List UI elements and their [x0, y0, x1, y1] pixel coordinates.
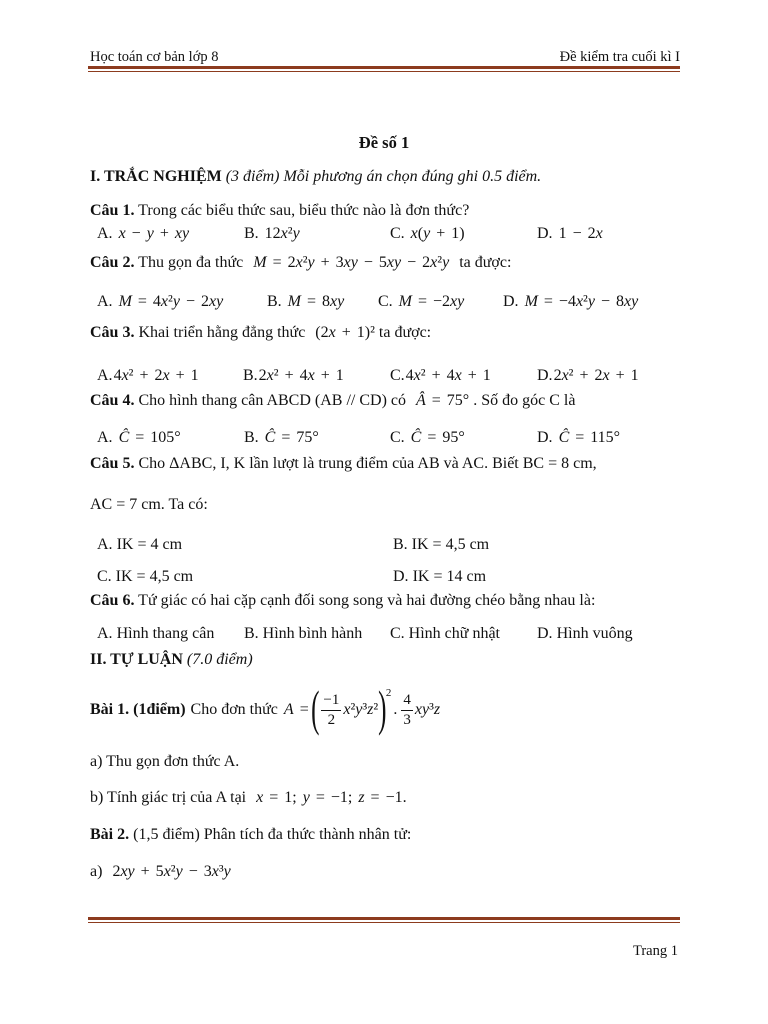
option-key: C.	[97, 568, 112, 585]
option-key: A.	[97, 367, 113, 384]
option-math: M = 8xy	[287, 293, 345, 310]
question-4-option-c	[390, 427, 465, 449]
part-a-math: 2xy + 5x²y − 3x³y	[112, 863, 231, 880]
part-b-text: Tính giác trị của A tại	[107, 789, 247, 806]
option-key: A.	[97, 625, 113, 642]
page-number: Trang 1	[633, 943, 678, 959]
question-1-option-c	[390, 223, 465, 245]
option-text: Hình thang cân	[116, 625, 215, 642]
fraction-2-denominator: 3	[403, 711, 411, 728]
option-text: IK = 4,5 cm	[115, 568, 194, 585]
question-1-option-d	[537, 223, 603, 245]
formula-tail-monomial: xy³z	[414, 701, 441, 718]
question-3-option-b	[243, 365, 344, 387]
part-b-math: x = 1; y = −1; z = −1.	[256, 789, 407, 806]
formula-dot: .	[393, 701, 398, 718]
option-math: Ĉ = 115°	[558, 429, 621, 446]
question-3-option-c	[390, 365, 491, 387]
question-2-math: M = 2x²y + 3xy − 5xy − 2x²y	[253, 254, 450, 271]
question-2-option-a	[97, 291, 223, 313]
formula-lhs: A =	[283, 701, 309, 718]
option-math: 12x²y	[264, 225, 300, 242]
option-key: C.	[390, 429, 405, 446]
exercise-2-text: Phân tích đa thức thành nhân tử:	[203, 826, 412, 843]
question-6	[90, 590, 595, 612]
question-1-options	[0, 223, 768, 245]
question-4-options	[0, 427, 768, 449]
part1-note: (3 điểm) Mỗi phương án chọn đúng ghi 0.5 điểm.	[225, 168, 542, 185]
question-6-text: Tứ giác có hai cặp cạnh đối song song và hai đường chéo bằng nhau là:	[138, 592, 596, 609]
question-5-options-row1	[0, 534, 768, 556]
option-key: C.	[378, 293, 393, 310]
question-4-math: Â = 75°	[416, 392, 470, 409]
option-key: B.	[244, 225, 259, 242]
exercise-1-formula	[283, 680, 441, 736]
question-2-text: Thu gọn đa thức	[138, 254, 244, 271]
question-4-text: Cho hình thang cân ABCD (AB // CD) có	[138, 392, 406, 409]
question-5-option-d	[393, 566, 486, 588]
question-2-label: Câu 2.	[90, 254, 135, 271]
question-6-options	[0, 623, 768, 645]
option-key: C.	[390, 367, 405, 384]
question-5-label: Câu 5.	[90, 455, 135, 472]
option-math: M = −4x²y − 8xy	[524, 293, 639, 310]
question-4-text-after: . Số đo góc C là	[473, 392, 576, 409]
question-5-text-line1: Cho ΔABC, I, K lần lượt là trung điểm của AB và AC. Biết BC = 8 cm,	[138, 455, 597, 472]
option-key: D.	[393, 568, 409, 585]
question-6-option-c	[390, 623, 500, 645]
question-4-label: Câu 4.	[90, 392, 135, 409]
option-text: IK = 4,5 cm	[411, 536, 490, 553]
option-math: Ĉ = 105°	[118, 429, 181, 446]
exam-title: Đề số 1	[358, 133, 410, 152]
question-2-option-b	[267, 291, 344, 313]
exercise-1-label: Bài 1. (1điểm)	[90, 701, 186, 718]
option-math: 4x² + 4x + 1	[405, 367, 491, 384]
question-4-option-d	[537, 427, 620, 449]
option-key: C.	[390, 225, 405, 242]
option-math: 2x² + 4x + 1	[258, 367, 344, 384]
question-6-option-b	[244, 623, 362, 645]
option-math: M = −2xy	[398, 293, 465, 310]
part1-heading: I. TRẮC NGHIỆM	[90, 168, 222, 185]
exercise-1-part-a	[90, 751, 239, 773]
exercise-2-part-a	[90, 861, 231, 883]
question-3-options	[0, 365, 768, 387]
option-key: D.	[537, 367, 553, 384]
question-4-option-b	[244, 427, 319, 449]
question-6-option-d	[537, 623, 633, 645]
option-key: B.	[244, 625, 259, 642]
question-5-option-b	[393, 534, 489, 556]
option-key: D.	[537, 625, 553, 642]
question-3-option-a	[97, 365, 199, 387]
exercise-2-points: (1,5 điểm)	[133, 826, 200, 843]
option-text: Hình vuông	[556, 625, 633, 642]
part2-heading: II. TỰ LUẬN	[90, 651, 183, 668]
option-math: x(y + 1)	[410, 225, 465, 242]
footer-rule-thick	[88, 917, 680, 920]
option-key: D.	[537, 429, 553, 446]
question-3-text-after: ta được:	[378, 324, 432, 341]
formula-power: 2	[385, 687, 392, 699]
part1-heading-line	[90, 166, 541, 188]
option-math: 1 − 2x	[558, 225, 603, 242]
question-3	[90, 322, 431, 344]
part-a-key: a)	[90, 753, 103, 770]
fraction-1-denominator: 2	[327, 711, 336, 728]
part-a-key: a)	[90, 863, 103, 880]
question-5-option-c	[97, 566, 193, 588]
part2-note: (7.0 điểm)	[186, 651, 253, 668]
question-3-math: (2x + 1)²	[315, 324, 375, 341]
option-key: B.	[244, 429, 259, 446]
option-math: Ĉ = 95°	[410, 429, 465, 446]
question-1	[90, 200, 469, 222]
formula-inner-monomial: x²y³z²	[343, 701, 379, 718]
option-key: A.	[97, 429, 113, 446]
footer-rule-thin	[88, 922, 680, 923]
question-3-label: Câu 3.	[90, 324, 135, 341]
option-math: M = 4x²y − 2xy	[118, 293, 224, 310]
option-math: Ĉ = 75°	[264, 429, 319, 446]
header-rule-thin	[88, 71, 680, 72]
option-key: B.	[267, 293, 282, 310]
question-2	[90, 252, 511, 274]
header-left-text: Học toán cơ bản lớp 8	[90, 49, 219, 65]
question-2-options	[0, 291, 768, 313]
question-5-text-line2: AC = 7 cm. Ta có:	[90, 496, 208, 513]
exercise-1	[90, 680, 441, 737]
option-key: B.	[243, 367, 258, 384]
question-1-label: Câu 1.	[90, 202, 135, 219]
question-1-text: Trong các biểu thức sau, biểu thức nào là đơn thức?	[138, 202, 470, 219]
question-6-option-a	[97, 623, 214, 645]
option-key: A.	[97, 293, 113, 310]
formula-fraction-2	[401, 692, 413, 729]
header-right-text: Đề kiểm tra cuối kì I	[559, 49, 680, 65]
formula-fraction-1	[321, 692, 341, 729]
exercise-1-text: Cho đơn thức	[190, 701, 278, 718]
part-b-key: b)	[90, 789, 104, 806]
option-key: D.	[537, 225, 553, 242]
question-6-label: Câu 6.	[90, 592, 135, 609]
question-1-option-b	[244, 223, 300, 245]
question-2-option-c	[378, 291, 464, 313]
question-3-option-d	[537, 365, 639, 387]
option-key: A.	[97, 225, 113, 242]
header-rule-thick	[88, 66, 680, 69]
part-a-text: Thu gọn đơn thức A.	[106, 753, 240, 770]
exercise-2	[90, 824, 411, 846]
formula-right-paren: )	[378, 680, 387, 736]
question-3-text: Khai triển hằng đẳng thức	[138, 324, 306, 341]
option-text: Hình chữ nhật	[408, 625, 500, 642]
question-4	[90, 390, 575, 412]
fraction-1-numerator: −1	[321, 692, 341, 711]
question-5	[90, 453, 597, 475]
question-2-text-after: ta được:	[459, 254, 512, 271]
question-5-options-row2	[0, 566, 768, 588]
option-key: D.	[503, 293, 519, 310]
question-2-option-d	[503, 291, 638, 313]
option-text: IK = 14 cm	[412, 568, 487, 585]
option-math: 2x² + 2x + 1	[553, 367, 639, 384]
formula-left-paren: (	[310, 680, 320, 736]
option-math: 4x² + 2x + 1	[113, 367, 199, 384]
option-text: IK = 4 cm	[116, 536, 183, 553]
question-4-option-a	[97, 427, 181, 449]
fraction-2-numerator: 4	[401, 692, 413, 711]
exercise-2-label: Bài 2.	[90, 826, 130, 843]
option-key: C.	[390, 625, 405, 642]
exercise-1-part-b	[90, 787, 407, 809]
question-5-option-a	[97, 534, 182, 556]
question-1-option-a	[97, 223, 189, 245]
option-math: x − y + xy	[118, 225, 190, 242]
option-key: B.	[393, 536, 408, 553]
option-text: Hình bình hành	[262, 625, 363, 642]
option-key: A.	[97, 536, 113, 553]
part2-heading-line	[90, 649, 253, 671]
